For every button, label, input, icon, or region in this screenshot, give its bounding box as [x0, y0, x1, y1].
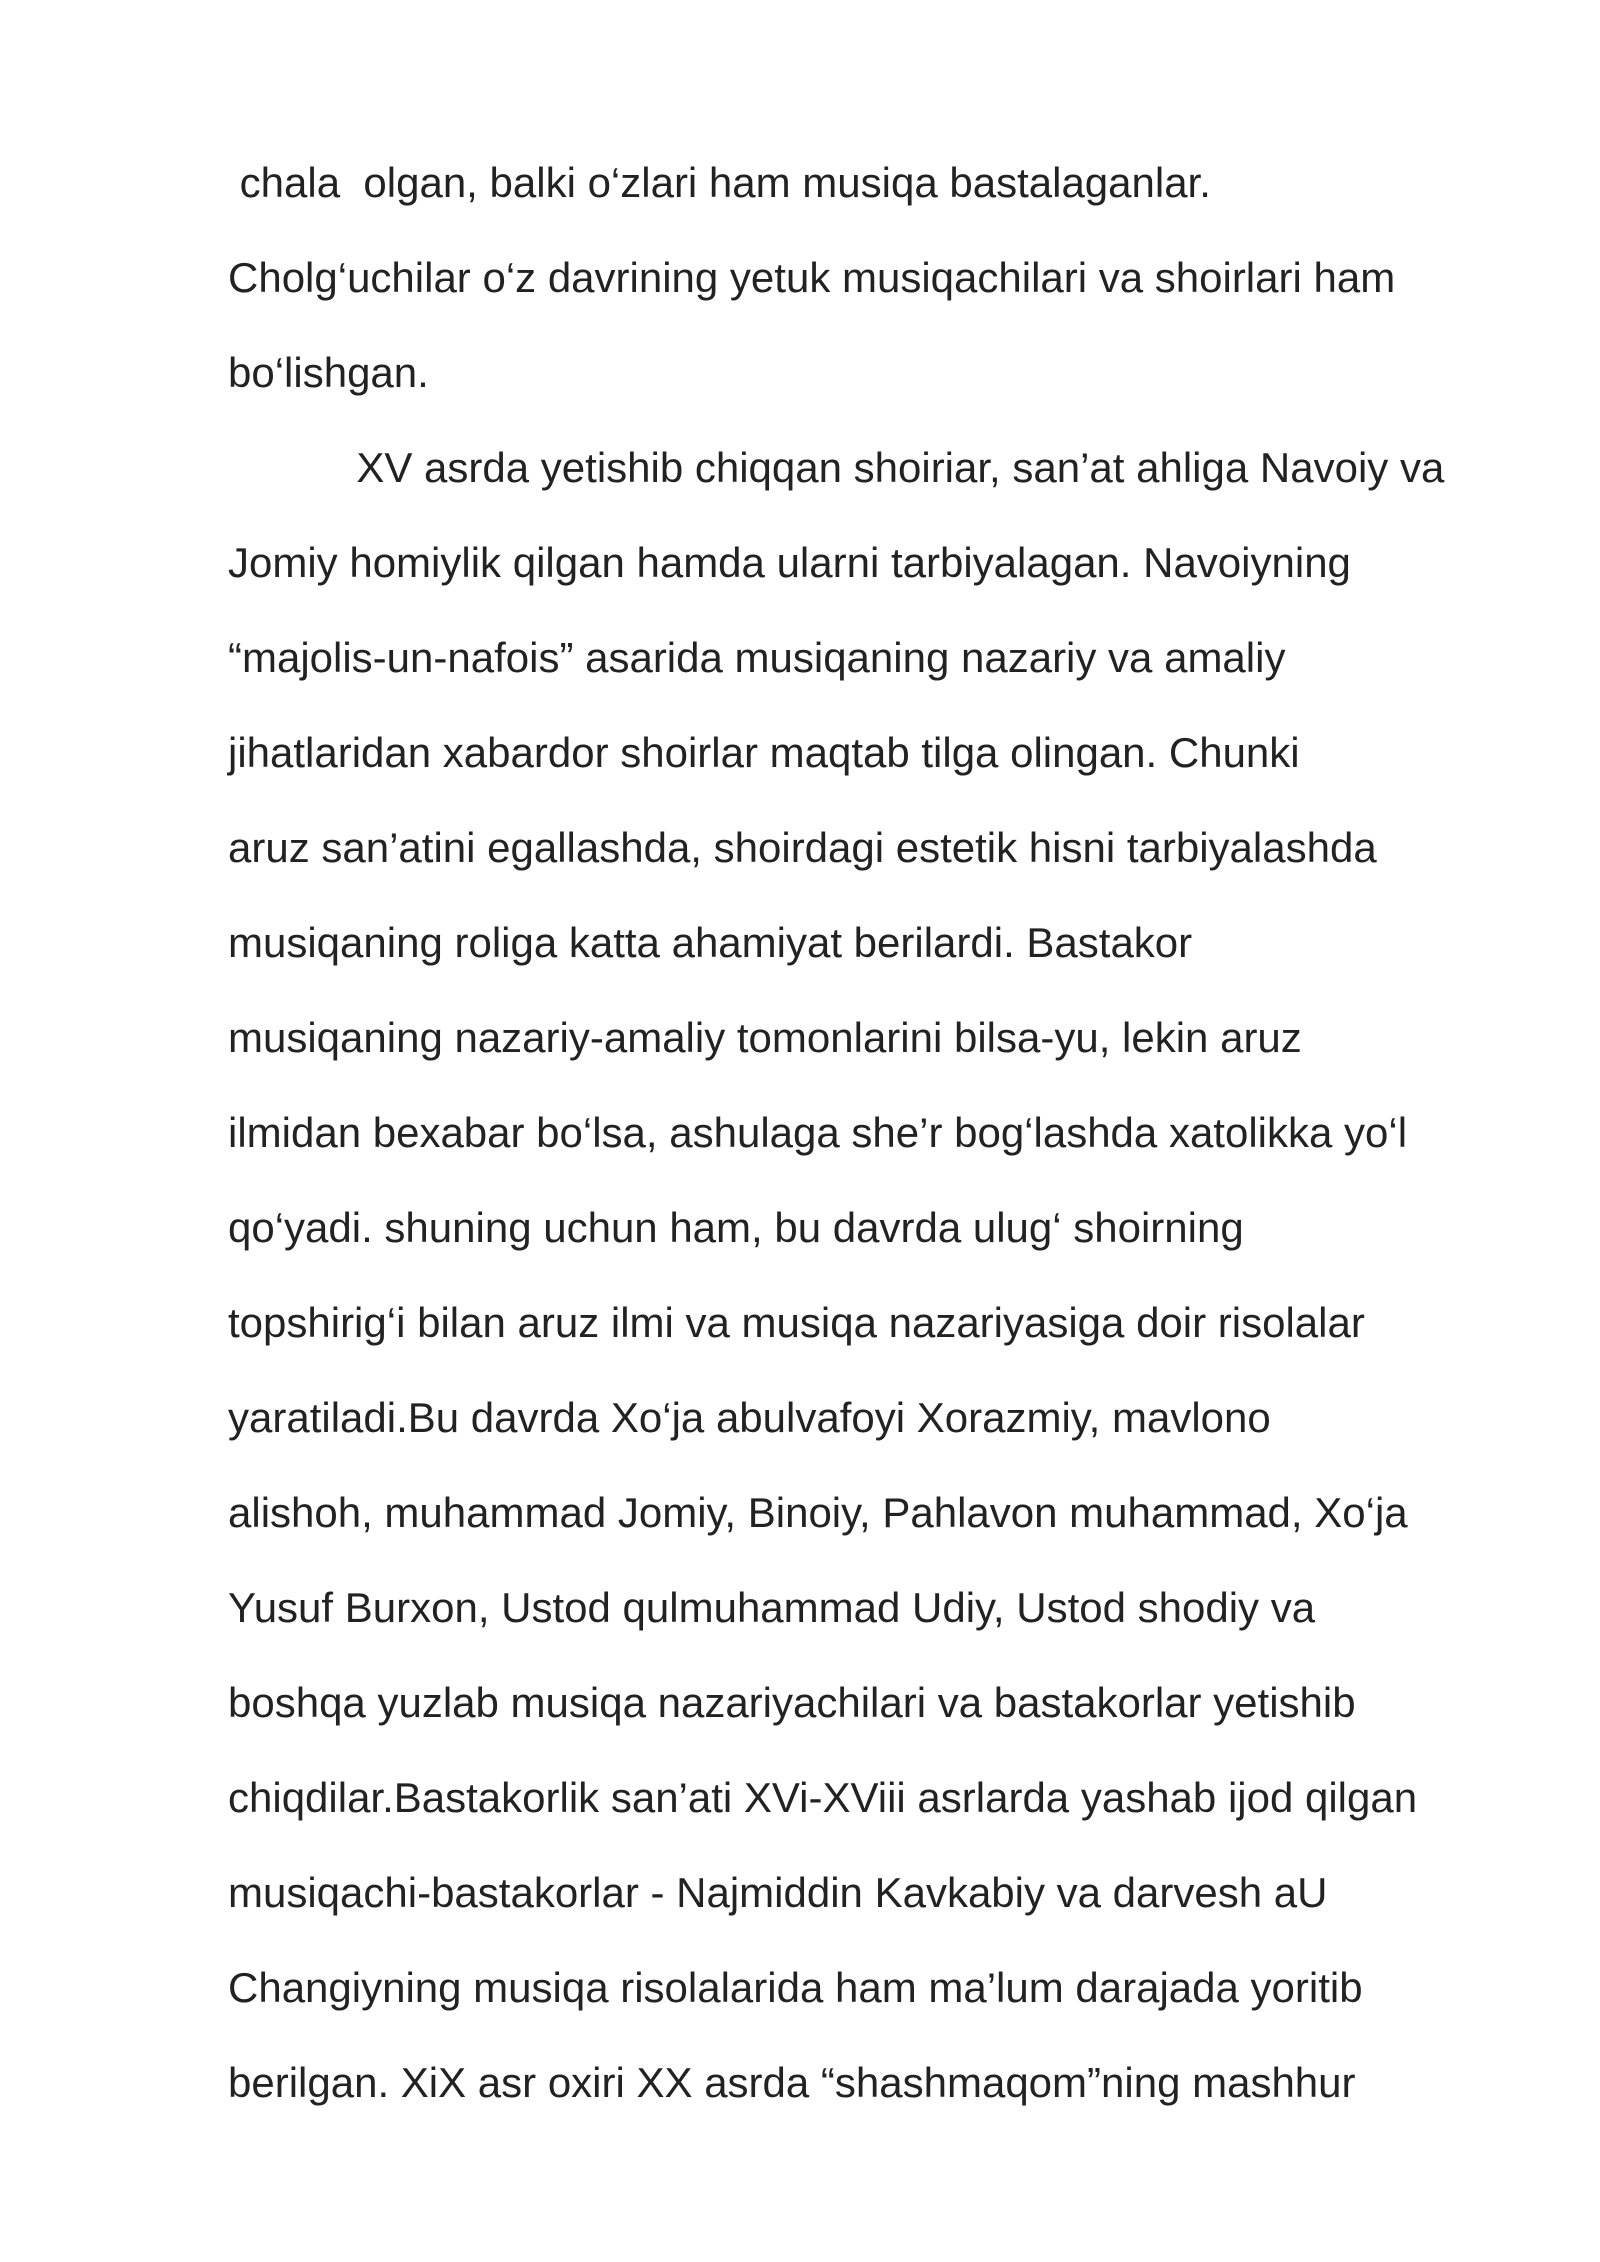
text-line: XV asrda yetishib chiqqan shoiriar, san’at ahliga Navoiy va	[228, 444, 1445, 491]
text-line: topshirig‘i bilan aruz ilmi va musiqa nazariyasiga doir risolalar	[228, 1299, 1365, 1346]
text-line: musiqaning roliga katta ahamiyat berilardi. Bastakor	[228, 919, 1193, 966]
text-line: jihatlaridan xabardor shoirlar maqtab tilga olingan. Chunki	[228, 729, 1300, 776]
text-line: Jomiy homiylik qilgan hamda ularni tarbiyalagan. Navoiyning	[228, 539, 1351, 586]
text-line: Cholg‘uchilar o‘z davrining yetuk musiqachilari va shoirlari ham	[228, 254, 1396, 301]
text-line: musiqaning nazariy-amaliy tomonlarini bilsa-yu, lekin aruz	[228, 1014, 1302, 1061]
text-line: musiqachi-bastakorlar - Najmiddin Kavkabiy va darvesh aU	[228, 1869, 1328, 1916]
text-line: Yusuf Burxon, Ustod qulmuhammad Udiy, Ustod shodiy va	[228, 1584, 1316, 1631]
text-line: boshqa yuzlab musiqa nazariyachilari va bastakorlar yetishib	[228, 1679, 1356, 1726]
text-line: aruz san’atini egallashda, shoirdagi estetik hisni tarbiyalashda	[228, 824, 1377, 871]
text-line: qo‘yadi. shuning uchun ham, bu davrda ulug‘ shoirning	[228, 1204, 1244, 1251]
text-line: Changiyning musiqa risolalarida ham ma’lum darajada yoritib	[228, 1964, 1363, 2011]
text-line: ilmidan bexabar bo‘lsa, ashulaga she’r bog‘lashda xatolikka yo‘l	[228, 1109, 1408, 1156]
text-line: chiqdilar.Bastakorlik san’ati XVi-XViii asrlarda yashab ijod qilgan	[228, 1774, 1418, 1821]
text-line: “majolis-un-nafois” asarida musiqaning nazariy va amaliy	[228, 634, 1286, 681]
text-line: alishoh, muhammad Jomiy, Binoiy, Pahlavon muhammad, Xo‘ja	[228, 1489, 1408, 1536]
text-line: berilgan. XiX asr oxiri XX asrda “shashmaqom”ning mashhur	[228, 2059, 1356, 2106]
text-line: yaratiladi.Bu davrda Xo‘ja abulvafoyi Xorazmiy, mavlono	[228, 1394, 1271, 1441]
text-line: chala olgan, balki o‘zlari ham musiqa bastalaganlar.	[228, 159, 1211, 206]
text-line: bo‘lishgan.	[228, 349, 429, 396]
